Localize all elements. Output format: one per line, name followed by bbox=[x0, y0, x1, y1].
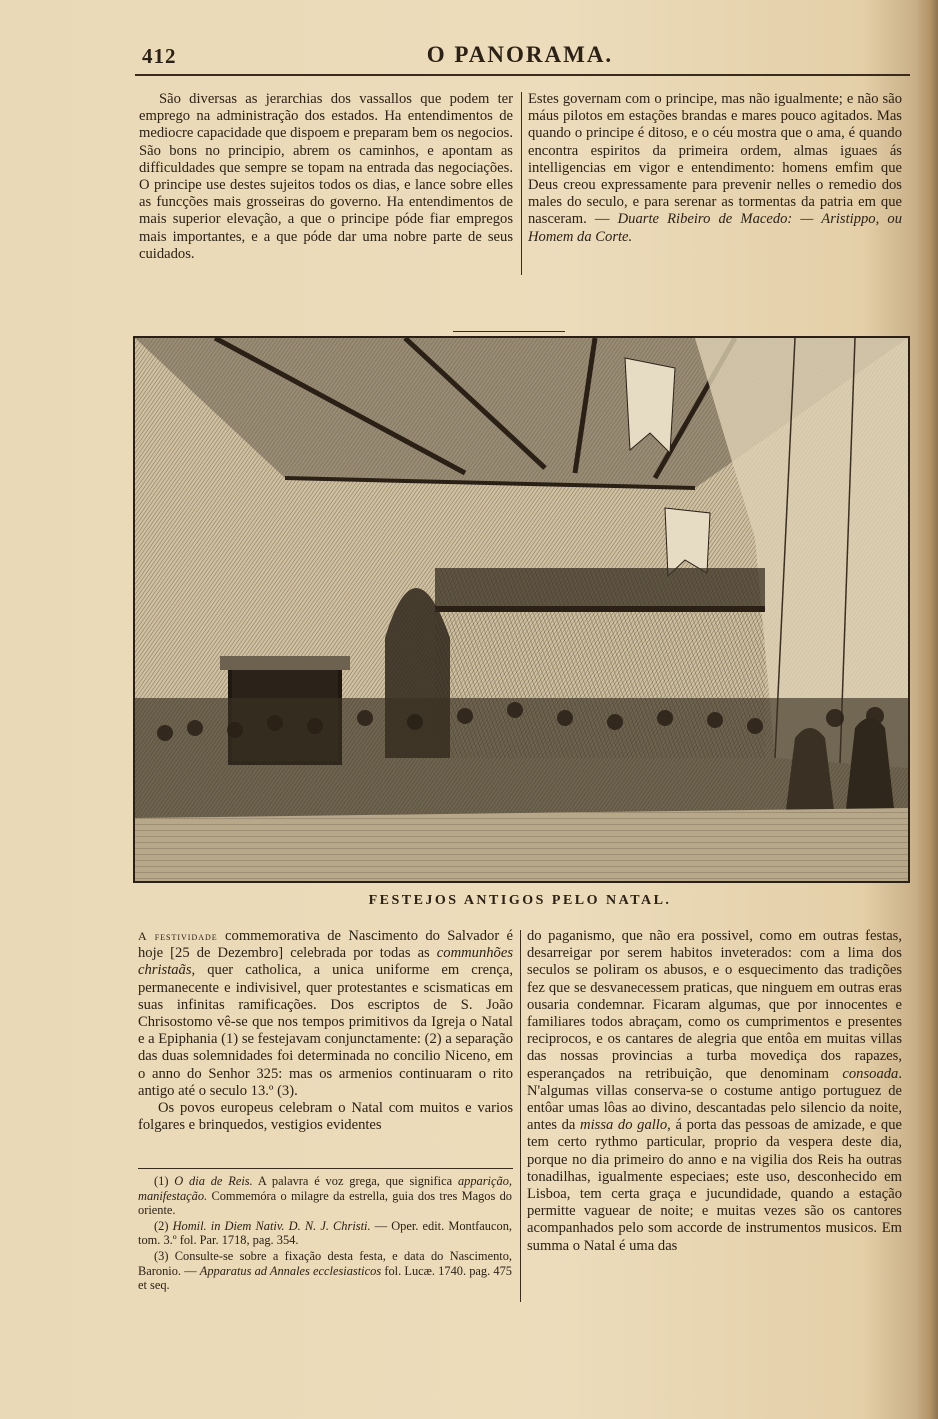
column-divider-bottom bbox=[520, 930, 521, 1302]
top-left-paragraph: São diversas as jerarchias dos vassallos que podem ter emprego na administração dos estados. Ha entendimentos de mediocre capacidade que dispoem e preparam bem os negocios. São bons no principio, abrem os caminhos, e apontam as difficuldades que sempre se topam na entrada das negociações. O principe use destes sujeitos todos os dias, e lance sobre elles as funcções mais grosseiras do governo. Ha entendimentos de mais superior elevação, a que o principe póde fiar empregos mais importantes, e a que póde dar uma nobre parte de seus cuidados. bbox=[139, 91, 514, 262]
footnote-1-italic-b: apparição, manifestação. bbox=[138, 1174, 512, 1203]
footnote-1-italic-a: O dia de Reis. bbox=[174, 1174, 253, 1188]
footnote-3-text-a: (3) Consulte-se sobre a fixação desta festa, e data do Nascimento, Baronio. — bbox=[138, 1248, 512, 1278]
article-right-text-c: , á porta das pessoas de amizade, e que tem certo rythmo particular, proprio da vespera deste dia, porque no dia primeiro do anno e na vigilia dos Reis ha outras tonadilhas, igualmente especiaes; este uso, desconhecido em Lisboa, tem certa graça e jucundidade, quando a estação permitte vaguear de noite; e muitas vezes são os cantores acompanhados pelo som accorde de instrumentos musicos. Em summa o Natal é uma das bbox=[527, 1117, 903, 1254]
journal-title: O PANORAMA. bbox=[426, 42, 614, 67]
footnote-3 bbox=[138, 1249, 512, 1293]
illustration-caption: FESTEJOS ANTIGOS PELO NATAL. bbox=[368, 893, 672, 908]
footnote-1 bbox=[138, 1174, 512, 1218]
top-left-column bbox=[139, 91, 513, 263]
article-p1-italic: communhões christaãs bbox=[138, 945, 513, 979]
top-right-paragraph bbox=[528, 91, 902, 246]
footnote-1-number: (1) bbox=[154, 1174, 175, 1188]
page-edge-shadow bbox=[916, 0, 938, 1419]
article-italic-missa: missa do gallo bbox=[580, 1117, 668, 1134]
article-right-column bbox=[527, 928, 902, 1255]
footnote-2-text: — Oper. edit. Montfaucon, tom. 3.º fol. Par. 1718, pag. 354. bbox=[138, 1218, 512, 1248]
top-right-column bbox=[528, 91, 902, 246]
engraving-illustration bbox=[133, 336, 910, 883]
article-paragraph-1 bbox=[138, 928, 513, 1100]
article-left-column bbox=[138, 928, 513, 1134]
top-right-text: Estes governam com o principe, mas não igualmente; e não são máus pilotos em estações brandas e mares pouco agitados. Mas quando o principe é ditoso, e o céu mostra que o ama, é quando encontra espiritos da primeira ordem, almas iguaes ás intelligencias em vigor e entendimento: homens emfim que Deus creou expressamente para prevenir nelles o remedio dos males do seculo, e para serenar as tormentas da patria em que nasceram. — bbox=[528, 91, 902, 228]
article-p1-part-b: , quer catholica, a unica uniforme em crença, permanecente e indivisivel, quer protestantes e scismaticas em suas infinitas ramificações. Dos escriptos de S. João Chrisostomo vê-se que nos tempos primitivos da Igreja o Natal e a Epiphania (1) se festejavam conjunctamente: (2) a separação das duas solemnidades foi determinada no concilio Niceno, em o anno do Senhor 325: mas os armenios continuaram o rito antigo até o seculo 13.º (3). bbox=[138, 962, 513, 1099]
page-number: 412 bbox=[142, 44, 177, 68]
footnote-1-text-a: A palavra é voz grega, que significa bbox=[252, 1174, 458, 1188]
article-opening-word: A festividade bbox=[138, 929, 218, 943]
article-right-text-b: . N'algumas villas conserva-se o costume antigo portuguez de entôar umas lôas ao divino, descantadas pelo silencio da noite, antes da bbox=[527, 1065, 902, 1134]
footnote-2-number: (2) bbox=[154, 1218, 173, 1233]
footnote-3-italic: Apparatus ad Annales ecclesiasticos bbox=[199, 1263, 382, 1278]
section-separator bbox=[453, 331, 565, 332]
article-italic-consoada: consoada bbox=[842, 1065, 899, 1082]
engraving-scene bbox=[135, 338, 908, 881]
column-divider-top bbox=[521, 92, 522, 275]
article-right-text-a: do paganismo, que não era possivel, como em outras festas, desarreigar por serem habitos inveterados: com a lima dos seculos se poliram os abusos, e o esquecimento das tradições fez que se desvanecessem praticas, que ninguem em outras eras ousaria condemnar. Ficaram algumas, que por innocentes e familiares todos abraçam, como os cumprimentos e presentes reciprocos, e os cantares de alegria que entôa em muitas villas das nossas provincias a turba movediça dos rapazes, esperançados na retribuição, que denominam bbox=[527, 928, 902, 1082]
header-rule bbox=[135, 74, 910, 76]
quote-citation: Duarte Ribeiro de Macedo: — Aristippo, ou Homem da Corte. bbox=[528, 211, 902, 245]
footnote-2 bbox=[138, 1219, 512, 1248]
footnote-2-italic: Homil. in Diem Nativ. D. N. J. Christi. bbox=[172, 1218, 371, 1233]
footnote-rule bbox=[138, 1168, 513, 1169]
footnote-1-text-b: Commemóra o milagre da estrella, guia dos tres Magos do oriente. bbox=[138, 1188, 512, 1218]
article-paragraph-2: Os povos europeus celebram o Natal com muitos e varios folgares e brinquedos, vestigios evidentes bbox=[138, 1100, 513, 1134]
article-p1-part-a: commemorativa de Nascimento do Salvador é hoje [25 de Dezembro] celebrada por todas as bbox=[138, 928, 513, 962]
footnotes bbox=[138, 1174, 512, 1294]
footnote-3-text-b: fol. Lucæ. 1740. pag. 475 et seq. bbox=[138, 1263, 512, 1293]
article-paragraph-3 bbox=[527, 928, 902, 1255]
